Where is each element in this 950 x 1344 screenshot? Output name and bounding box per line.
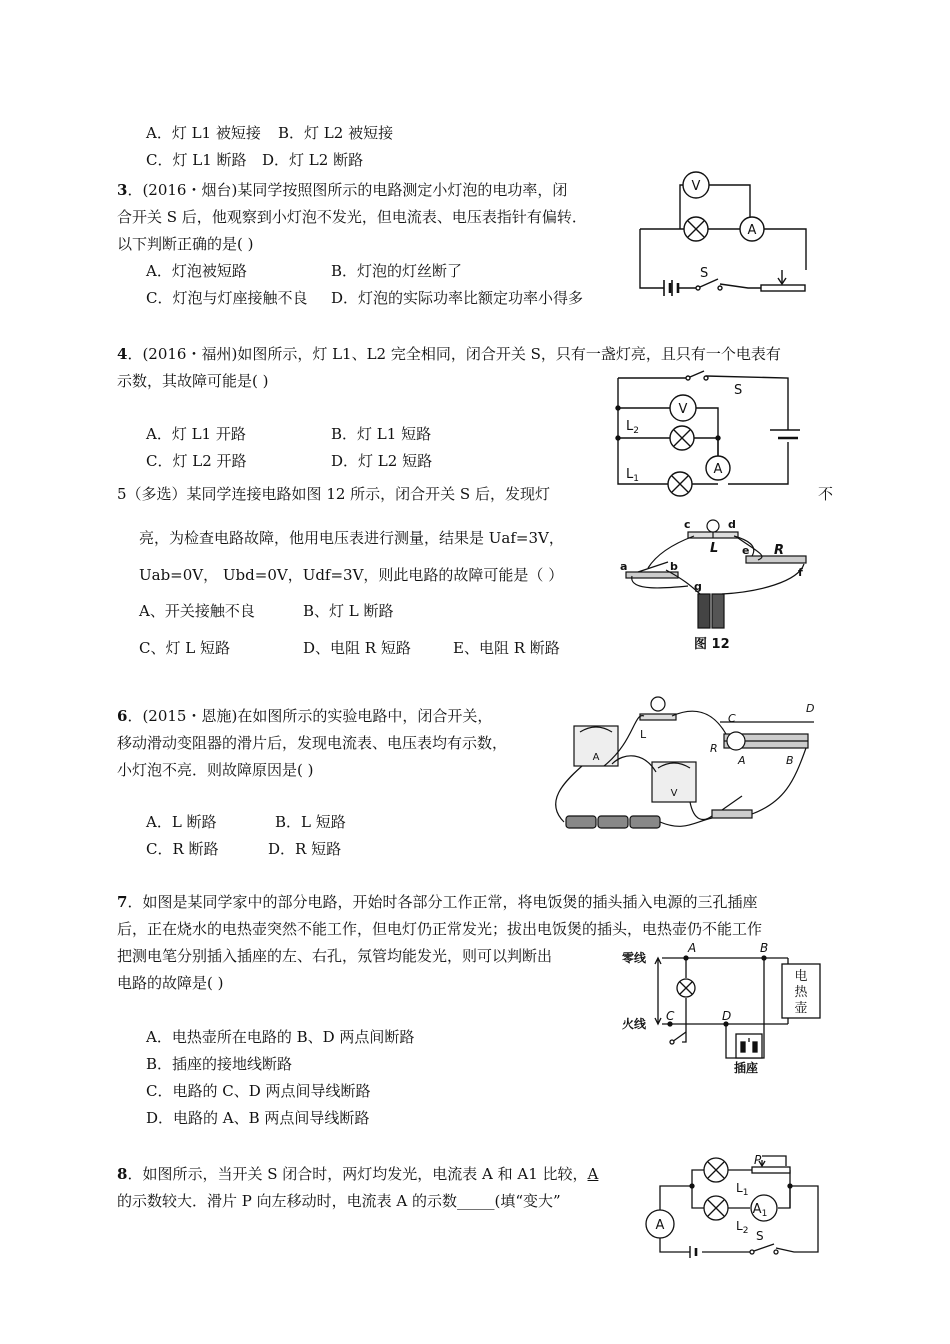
q5-stem-line2: 亮，为检查电路故障，他用电压表进行测量，结果是 Uaf=3V， bbox=[139, 529, 564, 547]
q6-point-r: R bbox=[710, 742, 718, 755]
q6-number: 6 bbox=[117, 707, 128, 725]
q7-kettle-char3: 壶 bbox=[794, 1001, 808, 1016]
q7-point-d: D bbox=[722, 1009, 732, 1023]
q5-point-d: d bbox=[728, 518, 736, 531]
q3-stem-line1: 3．(2016・烟台)某同学按照图所示的电路测定小灯泡的电功率，闭 bbox=[117, 181, 568, 199]
q6-lamp-label: L bbox=[640, 728, 647, 741]
q6-stem-line3: 小灯泡不亮．则故障原因是( ) bbox=[117, 761, 314, 779]
q3-number: 3 bbox=[117, 181, 128, 199]
q8-ammeter-a1-label: $A_1$ bbox=[752, 1202, 768, 1219]
q4-switch-label: S bbox=[734, 383, 743, 398]
q5-option-d: D、电阻 R 短路 bbox=[303, 639, 411, 657]
q2-option-b: B．灯 L2 被短接 bbox=[278, 124, 394, 142]
q5-point-b: b bbox=[670, 560, 678, 573]
q3-option-d: D．灯泡的实际功率比额定功率小得多 bbox=[331, 289, 584, 307]
q5-option-b: B、灯 L 断路 bbox=[303, 602, 394, 620]
q5-option-a: A、开关接触不良 bbox=[139, 602, 255, 620]
q8-switch-label: S bbox=[756, 1229, 764, 1243]
q7-live-line-label: 火线 bbox=[622, 1017, 647, 1031]
q7-kettle-char2: 热 bbox=[794, 985, 808, 1000]
q5-resistor-label: R bbox=[774, 543, 785, 558]
q3-option-a: A．灯泡被短路 bbox=[146, 262, 247, 280]
q6-stem-line2: 移动滑动变阻器的滑片后，发现电流表、电压表均有示数， bbox=[117, 734, 508, 752]
q4-stem-line1: 4．(2016・福州)如图所示，灯 L1、L2 完全相同，闭合开关 S，只有一盏灯亮，且只有一个电表有 bbox=[117, 345, 781, 363]
q6-option-c: C．R 断路 bbox=[146, 840, 219, 858]
q8-answer-blank[interactable]: _____ bbox=[457, 1192, 495, 1210]
q4-option-b: B．灯 L1 短路 bbox=[331, 425, 432, 443]
q7-option-d: D．电路的 A、B 两点间导线断路 bbox=[146, 1109, 370, 1127]
q7-kettle-char1: 电 bbox=[794, 969, 808, 984]
q5-point-c: c bbox=[684, 518, 691, 531]
q7-point-a: A bbox=[688, 941, 697, 955]
q3-ammeter-label: A bbox=[747, 223, 757, 238]
q2-option-c: C．灯 L1 断路 bbox=[146, 151, 247, 169]
q5-stem-line1: 5（多选）某同学连接电路如图 12 所示，闭合开关 S 后，发现灯 bbox=[117, 485, 550, 503]
q3-option-c: C．灯泡与灯座接触不良 bbox=[146, 289, 308, 307]
q4-voltmeter-label: V bbox=[678, 402, 688, 417]
q7-option-b: B．插座的接地线断路 bbox=[146, 1055, 293, 1073]
q6-point-d: D bbox=[806, 702, 815, 715]
q4-l1-label: $L_1$ bbox=[626, 467, 639, 484]
q5-circuit-figure bbox=[618, 512, 818, 652]
q3-option-b: B．灯泡的灯丝断了 bbox=[331, 262, 463, 280]
q6-point-b: B bbox=[786, 754, 794, 767]
q7-option-c: C．电路的 C、D 两点间导线断路 bbox=[146, 1082, 371, 1100]
q5-option-e: E、电阻 R 断路 bbox=[453, 639, 560, 657]
q7-point-c: C bbox=[666, 1009, 675, 1023]
q6-circuit-figure bbox=[544, 692, 824, 838]
q4-circuit-figure bbox=[610, 370, 800, 500]
q6-option-d: D．R 短路 bbox=[268, 840, 342, 858]
q3-switch-label: S bbox=[700, 266, 709, 281]
q8-l2-label: $L_2$ bbox=[736, 1219, 749, 1236]
q6-stem-line1: 6．(2015・恩施)在如图所示的实验电路中，闭合开关， bbox=[117, 707, 493, 725]
q8-stem-line1: 8．如图所示，当开关 S 闭合时，两灯均发光，电流表 A 和 A1 比较，A bbox=[117, 1165, 599, 1183]
q8-number: 8 bbox=[117, 1165, 128, 1183]
q8-circuit-figure bbox=[640, 1148, 830, 1266]
q4-option-d: D．灯 L2 短路 bbox=[331, 452, 433, 470]
q7-circuit-figure bbox=[622, 938, 828, 1078]
q8-stem-line2: 的示数较大．滑片 P 向左移动时，电流表 A 的示数_____(填“变大” bbox=[117, 1192, 561, 1210]
q5-point-g: g bbox=[694, 580, 702, 593]
q4-option-c: C．灯 L2 开路 bbox=[146, 452, 247, 470]
q5-point-f: f bbox=[798, 566, 803, 579]
q5-stem-line3: Uab=0V， Ubd=0V，Udf=3V，则此电路的故障可能是（ ） bbox=[139, 566, 564, 584]
q7-stem-line1: 7．如图是某同学家中的部分电路，开始时各部分工作正常，将电饭煲的插头插入电源的三孔插座 bbox=[117, 893, 758, 911]
q7-stem-line4: 电路的故障是( ) bbox=[117, 974, 224, 992]
q8-l1-label: $L_1$ bbox=[736, 1181, 749, 1198]
q5-point-a: a bbox=[620, 560, 628, 573]
q8-ammeter-a-label: A bbox=[655, 1218, 665, 1233]
q4-l2-label: $L_2$ bbox=[626, 419, 639, 436]
q4-stem-line2: 示数，其故障可能是( ) bbox=[117, 372, 269, 390]
q7-option-a: A．电热壶所在电路的 B、D 两点间断路 bbox=[146, 1028, 415, 1046]
q2-option-d: D．灯 L2 断路 bbox=[262, 151, 364, 169]
q7-zero-line-label: 零线 bbox=[622, 951, 647, 965]
q5-option-c: C、灯 L 短路 bbox=[139, 639, 230, 657]
q3-stem-line2: 合开关 S 后，他观察到小灯泡不发光，但电流表、电压表指针有偏转． bbox=[117, 208, 587, 226]
q6-option-b: B．L 短路 bbox=[275, 813, 346, 831]
q6-option-a: A．L 断路 bbox=[146, 813, 217, 831]
q5-point-e: e bbox=[742, 544, 750, 557]
q6-point-a: A bbox=[738, 754, 746, 767]
q5-lamp-label: L bbox=[710, 541, 719, 556]
q7-point-b: B bbox=[760, 941, 769, 955]
q7-socket-label: 插座 bbox=[734, 1061, 759, 1075]
q3-voltmeter-label: V bbox=[691, 179, 701, 194]
q4-number: 4 bbox=[117, 345, 128, 363]
q5-stem-line1-end: 不 bbox=[818, 485, 834, 503]
q7-stem-line2: 后，正在烧水的电热壶突然不能工作，但电灯仍正常发光；拔出电饭煲的插头，电热壶仍不能工作 bbox=[117, 920, 763, 938]
q2-option-a: A．灯 L1 被短接 bbox=[146, 124, 261, 142]
q3-circuit-figure bbox=[628, 170, 814, 305]
q6-point-c: C bbox=[728, 712, 736, 725]
q7-number: 7 bbox=[117, 893, 128, 911]
q3-stem-line3: 以下判断正确的是( ) bbox=[117, 235, 254, 253]
q5-figure-caption: 图 12 bbox=[694, 637, 730, 652]
q4-option-a: A．灯 L1 开路 bbox=[146, 425, 246, 443]
q7-stem-line3: 把测电笔分别插入插座的左、右孔，氖管均能发光，则可以判断出 bbox=[117, 947, 553, 965]
q6-voltmeter-label: V bbox=[670, 788, 678, 799]
q8-slider-p-label: P bbox=[754, 1153, 762, 1167]
q6-ammeter-label: A bbox=[592, 752, 600, 763]
q4-ammeter-label: A bbox=[713, 462, 723, 477]
